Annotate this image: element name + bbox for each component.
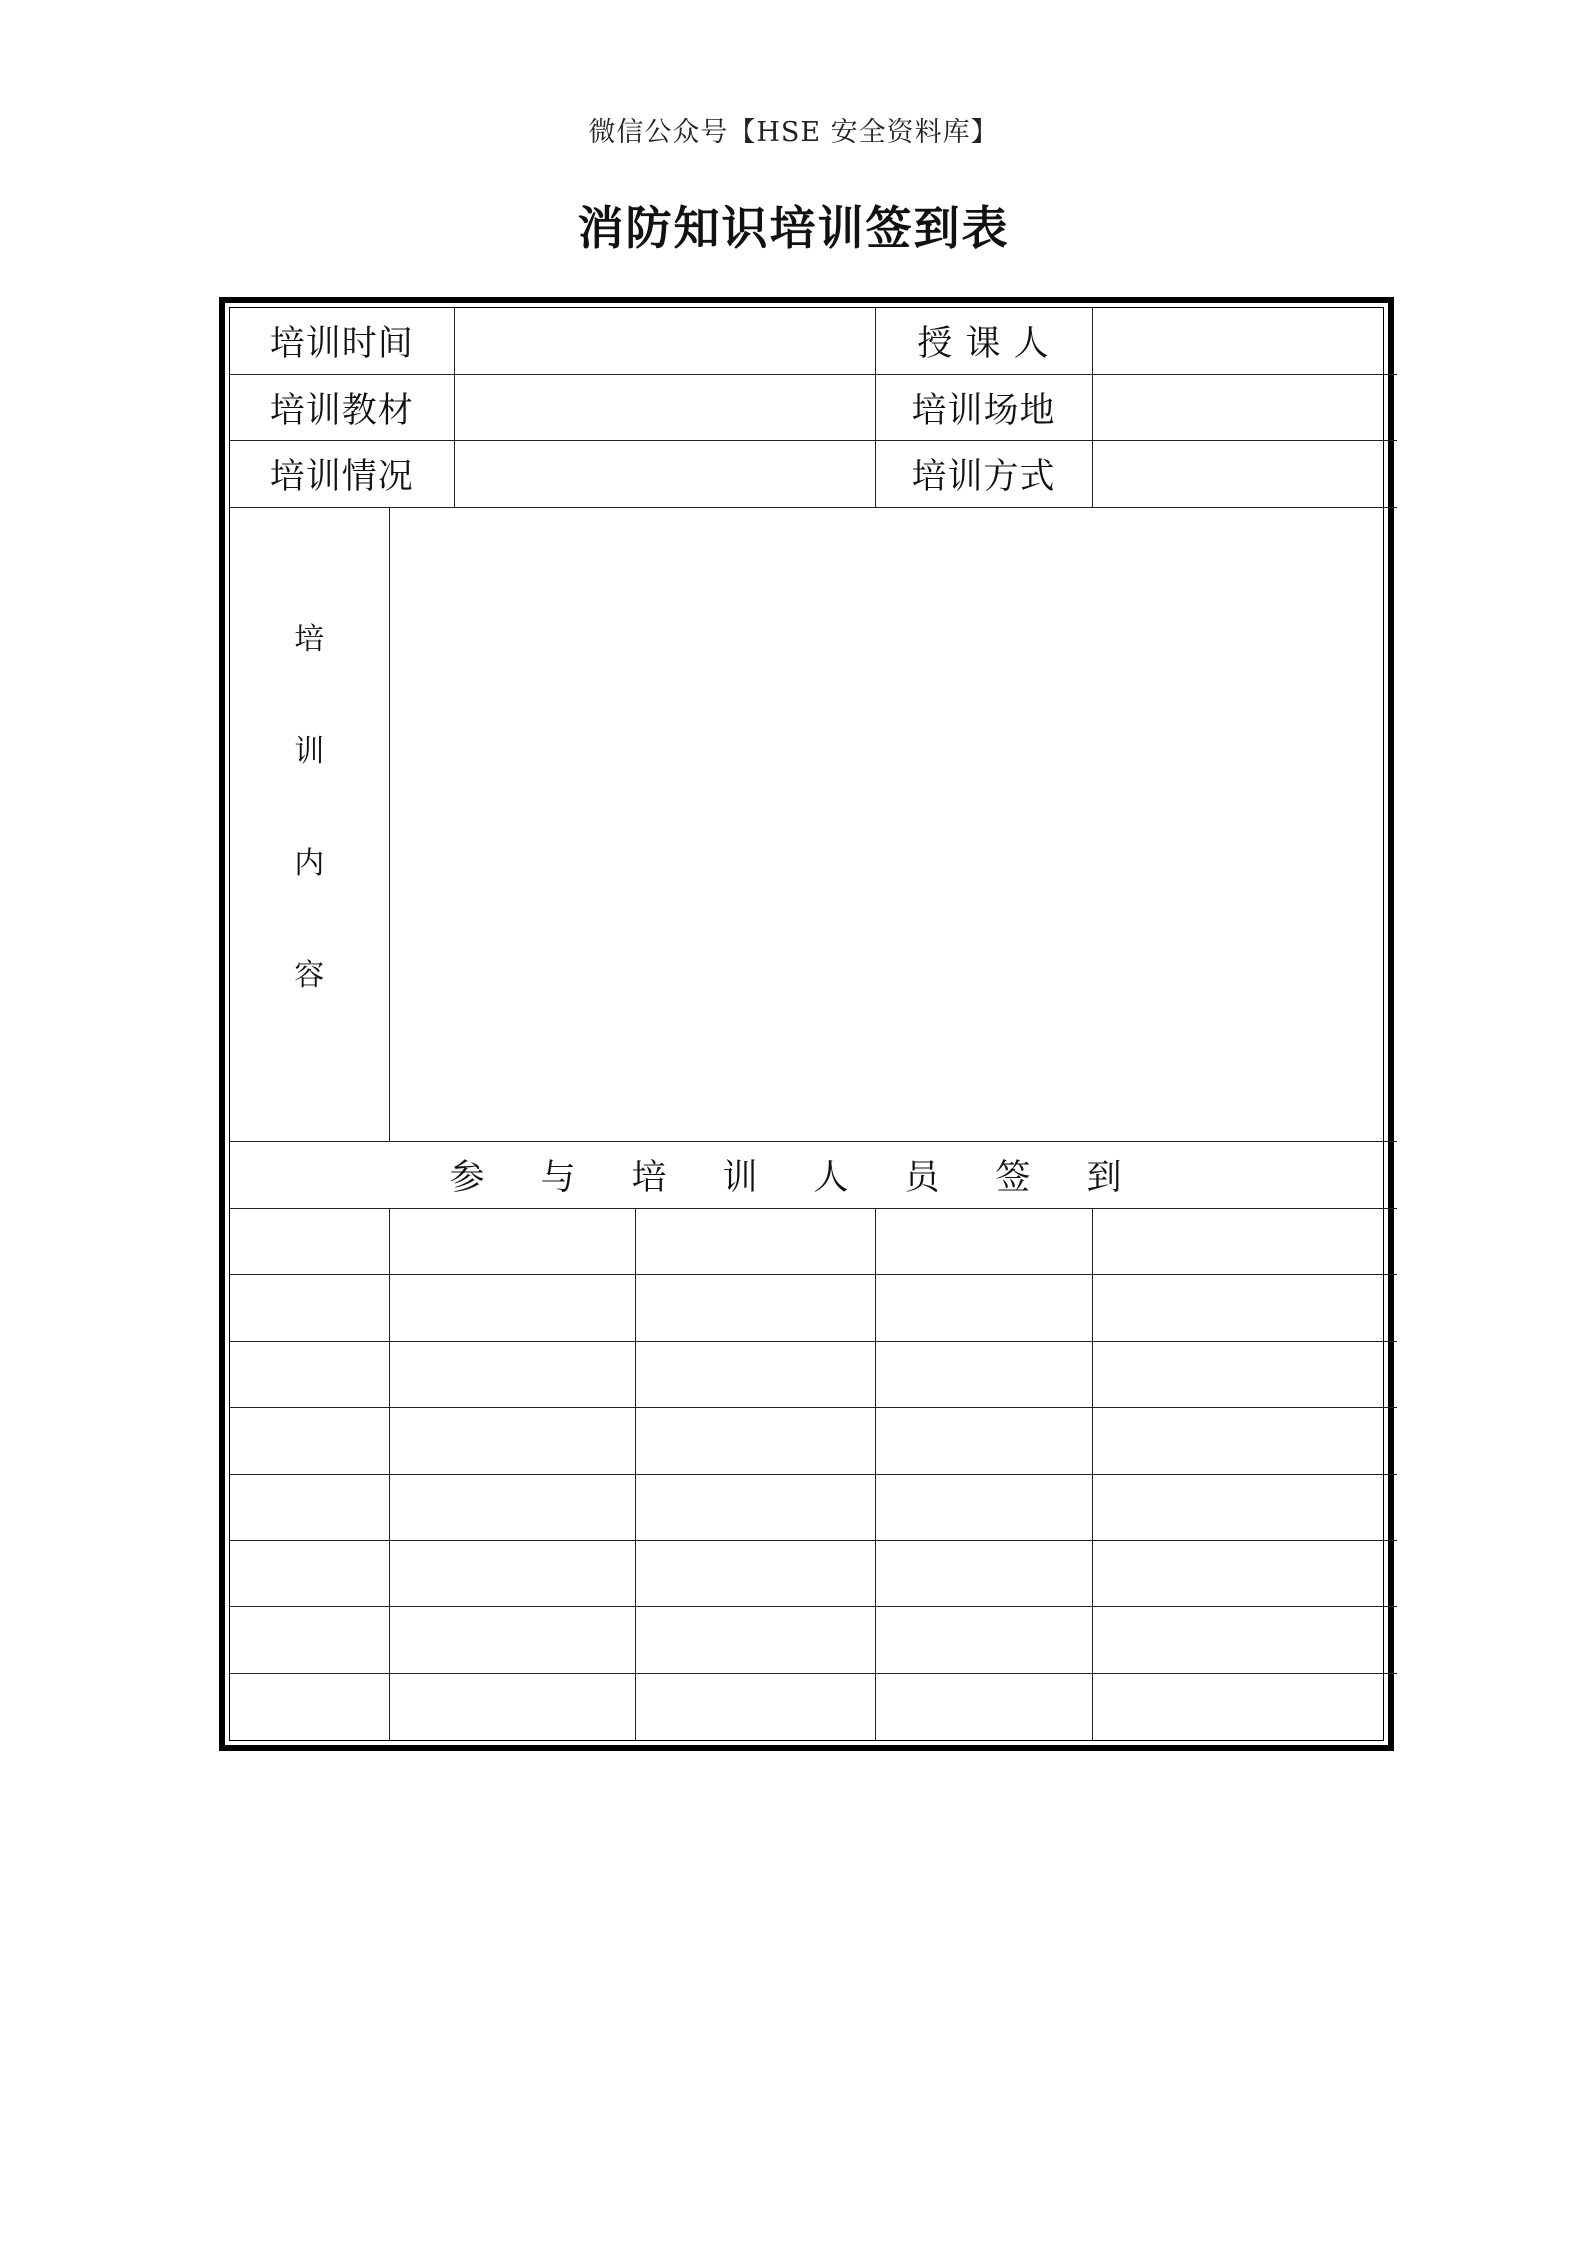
signin-cell[interactable] [389,1208,635,1274]
signin-cell[interactable] [230,1208,389,1274]
info-row [230,308,1397,374]
signin-cell[interactable] [635,1341,875,1407]
content-label-char: 培 [294,621,325,657]
training-method-label: 培训方式 [875,441,1092,507]
instructor-field[interactable] [1092,308,1397,374]
signin-cell[interactable] [635,1408,875,1474]
signin-cell[interactable] [389,1341,635,1407]
signin-cell[interactable] [230,1673,389,1740]
signin-cell[interactable] [1092,1275,1397,1341]
signin-cell[interactable] [875,1208,1092,1274]
signin-cell[interactable] [635,1275,875,1341]
signin-row [230,1474,1397,1540]
training-status-label: 培训情况 [230,441,454,507]
signin-row [230,1408,1397,1474]
signin-form-table [230,308,1397,1740]
signin-cell[interactable] [635,1474,875,1540]
training-status-field[interactable] [454,441,875,507]
signin-cell[interactable] [389,1275,635,1341]
page-title: 消防知识培训签到表 [577,201,1010,255]
training-time-field[interactable] [454,308,875,374]
signin-row [230,1541,1397,1607]
signin-heading: 参与培训人员签到 [230,1142,1397,1208]
signin-cell[interactable] [1092,1208,1397,1274]
info-row [230,374,1397,440]
signin-row [230,1341,1397,1407]
training-content-field[interactable] [389,507,1397,1141]
training-material-field[interactable] [454,374,875,440]
signin-cell[interactable] [875,1541,1092,1607]
signin-cell[interactable] [1092,1607,1397,1673]
instructor-label: 授 课 人 [875,308,1092,374]
signin-heading-row [230,1142,1397,1208]
signin-cell[interactable] [875,1341,1092,1407]
signin-cell[interactable] [875,1474,1092,1540]
signin-cell[interactable] [1092,1474,1397,1540]
signin-row [230,1275,1397,1341]
signin-cell[interactable] [230,1408,389,1474]
training-method-field[interactable] [1092,441,1397,507]
signin-cell[interactable] [389,1474,635,1540]
signin-cell[interactable] [389,1408,635,1474]
signin-cell[interactable] [635,1541,875,1607]
signin-cell[interactable] [389,1541,635,1607]
signin-row [230,1673,1397,1740]
signin-cell[interactable] [230,1607,389,1673]
training-time-label: 培训时间 [230,308,454,374]
content-label-char: 训 [294,733,325,769]
signin-cell[interactable] [875,1607,1092,1673]
content-label-char: 内 [294,845,325,881]
signin-cell[interactable] [1092,1541,1397,1607]
training-content-label [230,507,389,1141]
form-frame [219,297,1394,1751]
content-label-char: 容 [294,957,325,993]
signin-cell[interactable] [1092,1673,1397,1740]
signin-cell[interactable] [875,1275,1092,1341]
signin-cell[interactable] [230,1275,389,1341]
signin-cell[interactable] [635,1607,875,1673]
signin-cell[interactable] [1092,1408,1397,1474]
signin-cell[interactable] [230,1474,389,1540]
content-row [230,507,1397,1141]
header-note: 微信公众号【HSE 安全资料库】 [588,117,999,148]
signin-cell[interactable] [230,1541,389,1607]
signin-cell[interactable] [1092,1341,1397,1407]
info-row [230,441,1397,507]
form-inner-border [229,307,1384,1741]
signin-cell[interactable] [875,1408,1092,1474]
training-venue-field[interactable] [1092,374,1397,440]
signin-row [230,1607,1397,1673]
signin-cell[interactable] [389,1607,635,1673]
signin-row [230,1208,1397,1274]
signin-cell[interactable] [635,1208,875,1274]
training-venue-label: 培训场地 [875,374,1092,440]
training-material-label: 培训教材 [230,374,454,440]
signin-cell[interactable] [875,1673,1092,1740]
signin-cell[interactable] [635,1673,875,1740]
signin-cell[interactable] [389,1673,635,1740]
signin-cell[interactable] [230,1341,389,1407]
